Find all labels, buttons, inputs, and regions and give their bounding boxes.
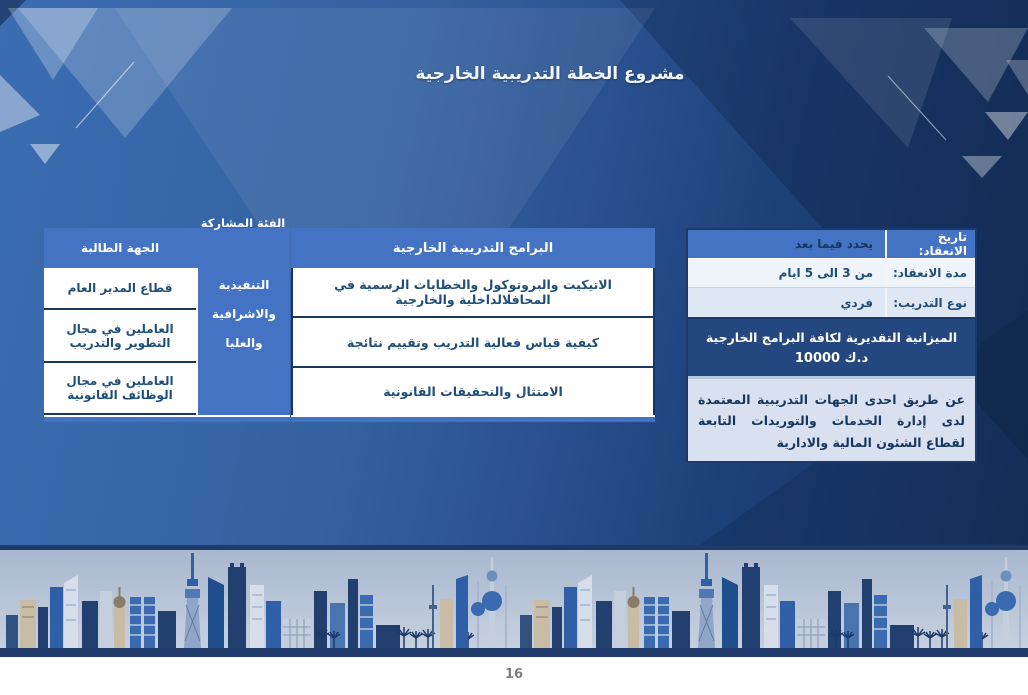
budget-value: 10000 د.ك <box>794 350 869 366</box>
budget-box <box>688 317 975 376</box>
table-bottom-bar <box>44 415 290 422</box>
details-panel <box>686 228 977 463</box>
detail-row-date: تاريخ الانعقاد: يحدد فيما بعد <box>688 230 975 259</box>
participant-category-header: الفئة المشاركة <box>200 216 286 230</box>
page-number: 16 <box>504 667 524 682</box>
requesting-entity-row: العاملين في مجال التطوير والتدريب <box>44 310 196 363</box>
slide-footer <box>0 657 1028 695</box>
requesting-entity-row: قطاع المدير العام <box>44 268 196 310</box>
table-bottom-bar <box>291 415 655 422</box>
detail-row-type: نوع التدريب: فردي <box>688 288 975 317</box>
detail-row-duration: مدة الانعقاد: من 3 الى 5 ايام <box>688 259 975 288</box>
funding-note: عن طريق احدى الجهات التدريبية المعتمدة لدى إدارة الخدمات والتوريدات التابعة لقطاع الشئون المالية والادارية <box>688 376 975 461</box>
requesting-entity-row: العاملين في مجال الوظائف القانونية <box>44 363 196 413</box>
program-row: كيفية قياس فعالية التدريب وتقييم نتائجة <box>293 318 653 368</box>
programs-table-header: البرامج التدريبية الخارجية <box>291 228 655 268</box>
budget-title: الميزانية التقديرية لكافة البرامج الخارجية <box>705 329 958 345</box>
skyline-illustration <box>0 545 1028 657</box>
program-row: الاتيكيت والبروتوكول والخطابات الرسمية في المحافلالداخلية والخارجية <box>293 268 653 318</box>
requesting-entity-header: الجهة الطالبة <box>80 241 160 255</box>
slide-title: مشروع الخطة التدريبية الخارجية <box>415 64 685 84</box>
participant-category-cell: التنفيذية والاشرافية والعليا <box>196 268 290 415</box>
programs-table <box>291 228 655 422</box>
participants-table <box>44 216 290 422</box>
program-row: الامتثال والتحقيقات القانونية <box>293 368 653 415</box>
